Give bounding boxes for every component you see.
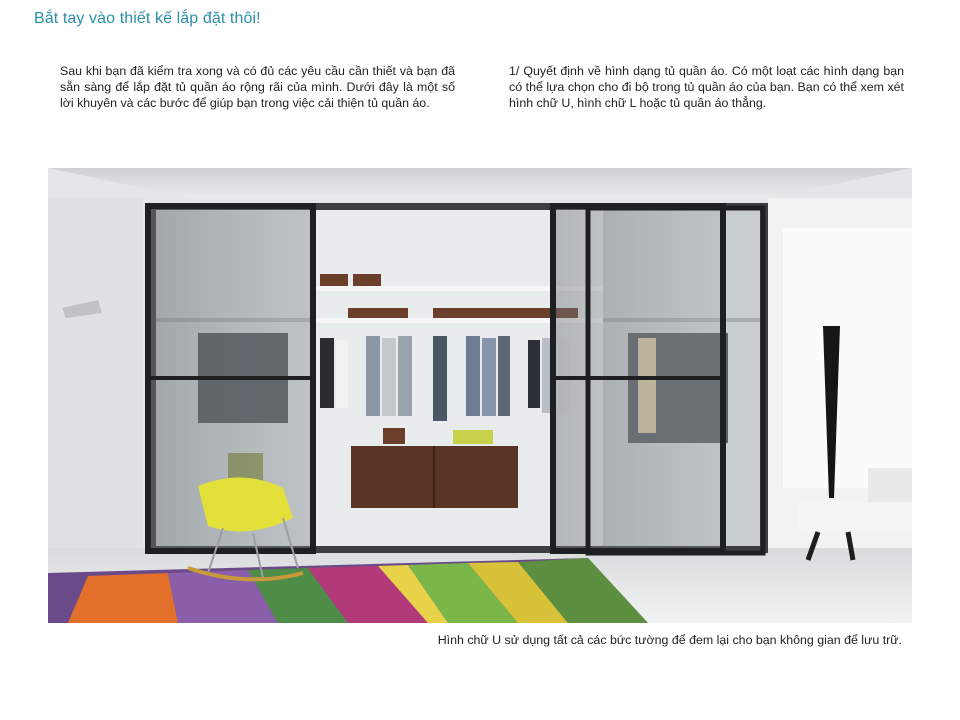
ceiling: [48, 168, 912, 198]
walk-in-wardrobe-photo: [48, 168, 912, 623]
window-light: [783, 228, 912, 488]
wardrobe-illustration: [48, 168, 912, 623]
page-title: Bắt tay vào thiết kế lắp đặt thôi!: [34, 10, 261, 27]
photo-caption: Hình chữ U sử dụng tất cả các bức tường để đem lại cho bạn không gian để lưu trữ.: [437, 633, 902, 647]
intro-paragraph: Sau khi bạn đã kiểm tra xong và có đủ các yêu cầu cần thiết và bạn đã sẵn sàng để lắp đặt tủ quần áo rộng rãi của mình. Dưới đây là một số lời khuyên và các bước để giúp bạn trong việc cải thiện tủ quần áo.: [60, 64, 455, 110]
step-one-paragraph: 1/ Quyết định về hình dạng tủ quần áo. Có một loạt các hình dạng bạn có thể lựa chọn cho đi bộ trong tủ quần áo của bạn. Bạn có thể xem xét hình chữ U, hình chữ L hoặc tủ quần áo thẳng.: [509, 64, 904, 110]
left-wall: [48, 198, 143, 548]
